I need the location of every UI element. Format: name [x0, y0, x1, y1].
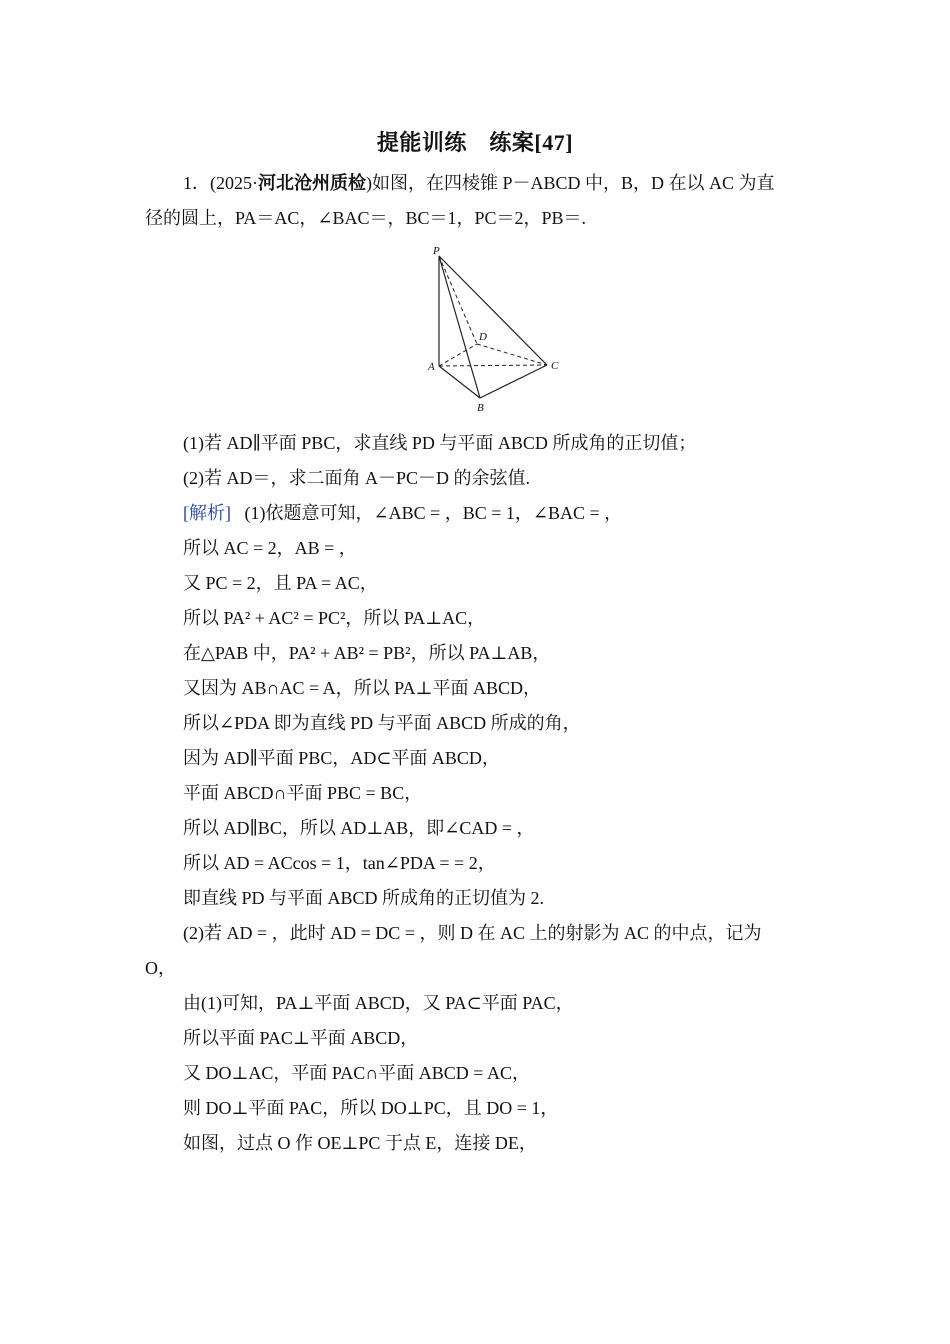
page-title: 提能训练 练案[47] — [376, 130, 574, 155]
problem-text-1: 如图，在四棱锥 P－ABCD 中，B，D 在以 AC 为直 — [372, 173, 775, 193]
edge-bc — [480, 365, 547, 398]
edge-ac — [439, 365, 547, 366]
solution-line-10: 所以 AD∥BC，所以 AD⊥AB，即∠CAD = ， — [183, 818, 535, 838]
solution-line-1 — [183, 502, 622, 524]
solution-text: (1)依题意可知，∠ABC = ，BC = 1，∠BAC = ， — [244, 503, 623, 523]
solution-tag: [解析] — [183, 503, 231, 523]
problem-line-2: 径的圆上，PA＝AC，∠BAC＝，BC＝1，PC＝2，PB＝. — [145, 208, 586, 228]
solution-line-3: 又 PC = 2，且 PA = AC， — [183, 573, 378, 593]
solution-line-18: 则 DO⊥平面 PAC，所以 DO⊥PC，且 DO = 1， — [183, 1098, 559, 1118]
problem-number: 1． — [183, 173, 210, 193]
solution-line-8: 因为 AD∥平面 PBC，AD⊂平面 ABCD， — [183, 748, 500, 768]
solution-line-13: (2)若 AD = ，此时 AD = DC = ，则 D 在 AC 上的射影为 AC 的中点，记为 — [183, 923, 762, 943]
solution-line-14: O， — [145, 958, 176, 978]
source-open: (2025· — [210, 173, 258, 193]
label-c: C — [551, 360, 559, 372]
problem-source: 河北沧州质检 — [258, 173, 366, 193]
source-close: ) — [366, 173, 372, 193]
problem-line-1 — [183, 172, 775, 194]
solution-line-2: 所以 AC = 2，AB = ， — [183, 538, 357, 558]
solution-line-12: 即直线 PD 与平面 ABCD 所成角的正切值为 2. — [183, 888, 545, 908]
solution-line-15: 由(1)可知，PA⊥平面 ABCD，又 PA⊂平面 PAC， — [183, 993, 574, 1013]
solution-line-17: 又 DO⊥AC，平面 PAC∩平面 ABCD = AC， — [183, 1063, 530, 1083]
solution-line-4: 所以 PA² + AC² = PC²，所以 PA⊥AC， — [183, 608, 486, 628]
edge-pd — [439, 256, 477, 344]
question-1: (1)若 AD∥平面 PBC，求直线 PD 与平面 ABCD 所成角的正切值； — [183, 433, 697, 453]
label-a: A — [428, 361, 435, 373]
label-p: P — [433, 245, 440, 257]
solution-line-5: 在△PAB 中，PA² + AB² = PB²，所以 PA⊥AB， — [183, 643, 551, 663]
pyramid-figure — [415, 240, 575, 420]
edge-ad — [439, 344, 477, 366]
label-d: D — [479, 331, 487, 343]
solution-line-19: 如图，过点 O 作 OE⊥PC 于点 E，连接 DE， — [183, 1133, 537, 1153]
solution-line-6: 又因为 AB∩AC = A，所以 PA⊥平面 ABCD， — [183, 678, 541, 698]
solution-line-11: 所以 AD = ACcos = 1，tan∠PDA = = 2， — [183, 853, 496, 873]
solution-line-7: 所以∠PDA 即为直线 PD 与平面 ABCD 所成的角， — [183, 713, 581, 733]
label-b: B — [477, 402, 484, 414]
solution-line-16: 所以平面 PAC⊥平面 ABCD， — [183, 1028, 419, 1048]
edge-ab — [439, 366, 480, 398]
solution-line-9: 平面 ABCD∩平面 PBC = BC， — [183, 783, 423, 803]
question-2: (2)若 AD＝，求二面角 A－PC－D 的余弦值. — [183, 468, 530, 488]
